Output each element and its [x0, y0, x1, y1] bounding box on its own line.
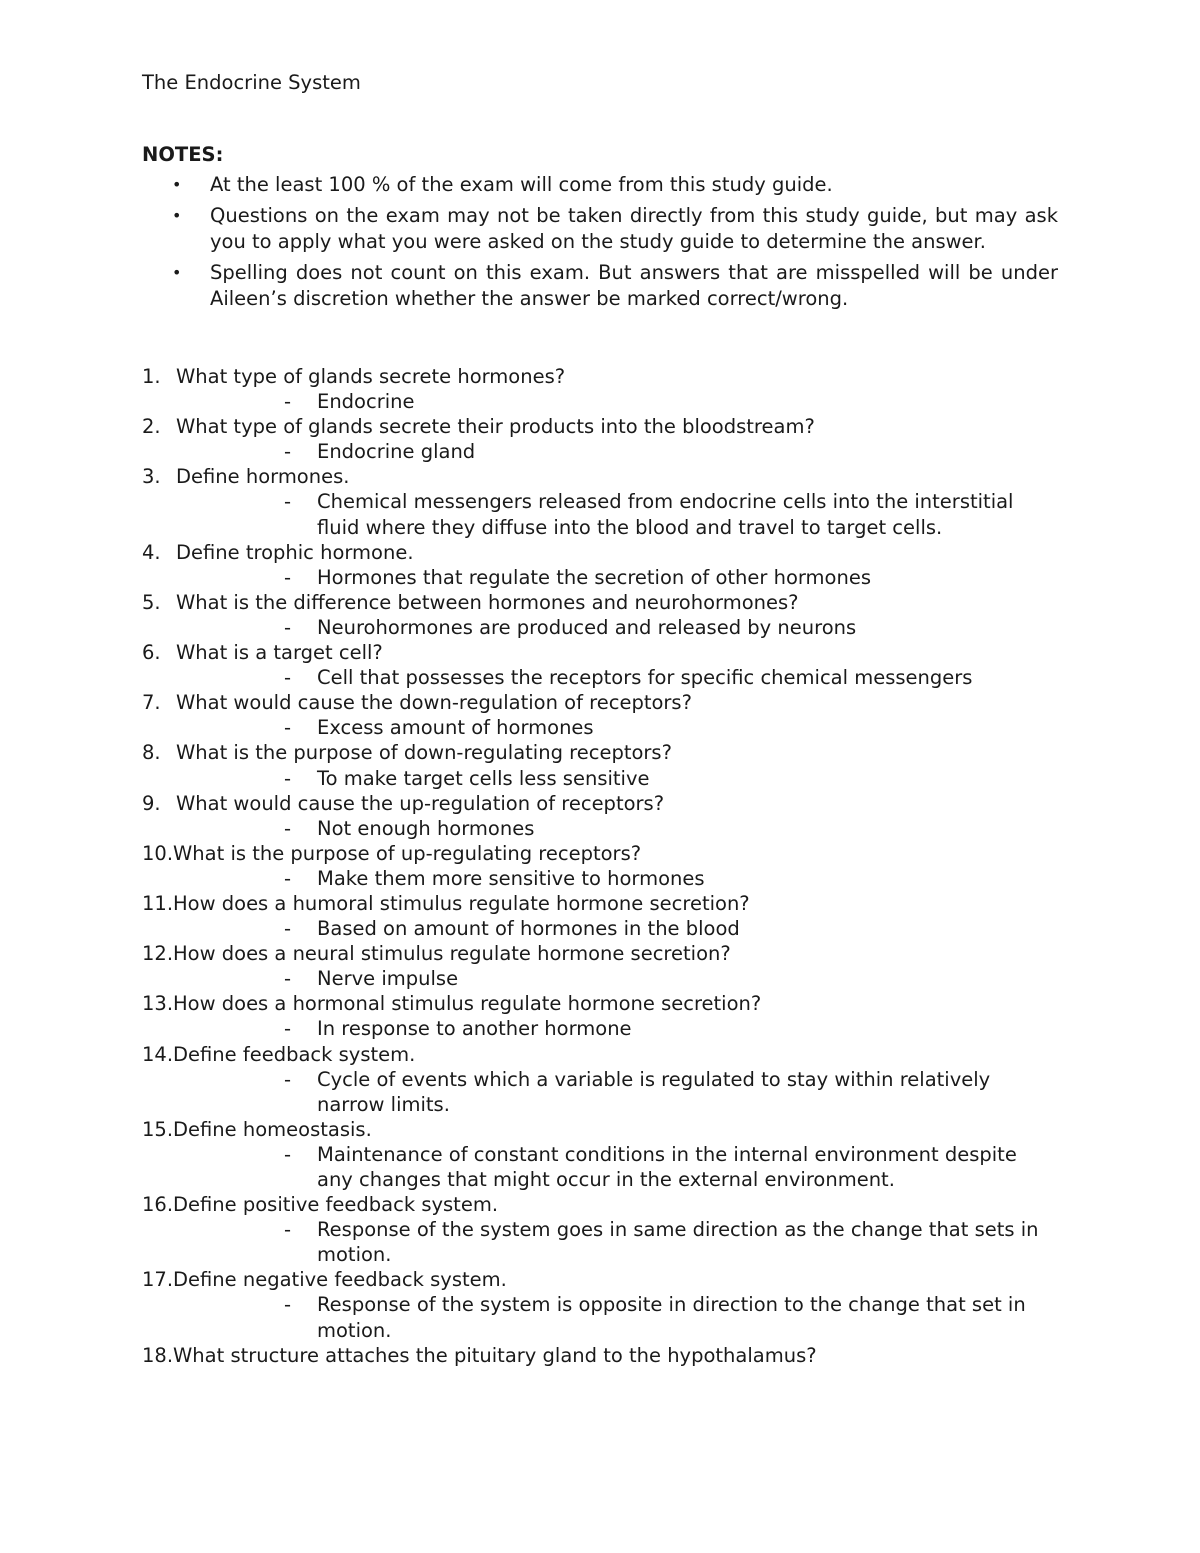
question-text: What is a target cell?	[176, 641, 383, 665]
question-text: How does a hormonal stimulus regulate hormone secretion?	[173, 992, 762, 1016]
answer-item	[142, 816, 1052, 841]
question-item	[142, 690, 1062, 715]
dash-icon: -	[284, 1067, 292, 1091]
answer-item	[142, 1142, 1052, 1192]
question-text: How does a neural stimulus regulate hormone secretion?	[173, 942, 731, 966]
question-text: What type of glands secrete hormones?	[176, 365, 566, 388]
note-item	[142, 172, 1058, 199]
bullet-icon: •	[172, 175, 182, 194]
answer-text: Based on amount of hormones in the blood	[317, 917, 740, 941]
answer-text: Response of the system is opposite in direction to the change that set in motion.	[317, 1293, 1026, 1342]
question-item	[142, 414, 1062, 439]
question-number: 12.	[142, 942, 174, 966]
answer-text: Neurohormones are produced and released by neurons	[317, 615, 857, 639]
answer-text: Endocrine gland	[317, 440, 476, 464]
answer-text: Not enough hormones	[317, 816, 535, 840]
question-text: Define homeostasis.	[173, 1117, 372, 1141]
dash-icon: -	[284, 615, 292, 639]
answer-text: Response of the system goes in same direction as the change that sets in motion.	[317, 1218, 1039, 1267]
question-text: What is the purpose of up-regulating receptors?	[173, 841, 642, 865]
question-number: 15.	[142, 1117, 174, 1141]
note-item	[142, 260, 1058, 313]
question-item	[142, 791, 1062, 816]
dash-icon: -	[284, 666, 292, 690]
answer-item	[142, 439, 1052, 464]
note-text: At the least 100 % of the exam will come from this study guide.	[210, 173, 833, 196]
answer-text: In response to another hormone	[317, 1017, 632, 1041]
dash-icon: -	[284, 390, 292, 414]
question-item	[142, 991, 1062, 1016]
question-item	[142, 590, 1062, 615]
dash-icon: -	[284, 565, 292, 589]
question-number: 16.	[142, 1193, 174, 1217]
note-item	[142, 203, 1058, 256]
answer-item	[142, 565, 1052, 590]
answer-item	[142, 916, 1052, 941]
question-number: 17.	[142, 1268, 174, 1292]
answer-item	[142, 1067, 1052, 1117]
answer-text: Cycle of events which a variable is regulated to stay within relatively narrow limits.	[317, 1067, 991, 1116]
dash-icon: -	[284, 490, 292, 514]
question-text: How does a humoral stimulus regulate hormone secretion?	[173, 891, 750, 915]
question-text: What would cause the down-regulation of receptors?	[176, 691, 692, 715]
question-number: 13.	[142, 992, 174, 1016]
question-text: Define hormones.	[176, 465, 350, 489]
dash-icon: -	[284, 866, 292, 890]
question-number: 9.	[142, 791, 161, 815]
question-number: 5.	[142, 590, 161, 614]
dash-icon: -	[284, 917, 292, 941]
answer-item	[142, 489, 1052, 539]
answer-item	[142, 715, 1052, 740]
answer-text: Cell that possesses the receptors for specific chemical messengers	[317, 666, 973, 690]
question-item	[142, 1267, 1062, 1292]
notes-heading: NOTES:	[142, 143, 224, 166]
bullet-icon: •	[172, 262, 182, 282]
bullet-icon: •	[172, 205, 182, 225]
dash-icon: -	[284, 1142, 292, 1166]
question-number: 11.	[142, 891, 174, 915]
dash-icon: -	[284, 967, 292, 991]
question-number: 2.	[142, 415, 161, 439]
question-number: 3.	[142, 465, 161, 489]
dash-icon: -	[284, 1017, 292, 1041]
answer-text: Nerve impulse	[317, 967, 459, 991]
question-item	[142, 1117, 1062, 1142]
question-number: 1.	[142, 365, 161, 388]
question-number: 14.	[142, 1042, 174, 1066]
question-number: 10.	[142, 841, 174, 865]
note-text: Questions on the exam may not be taken directly from this study guide, but may ask you to apply what you were asked on the study guide to determine the answer.	[210, 203, 1058, 253]
answer-item	[142, 665, 1052, 690]
question-number: 8.	[142, 741, 161, 765]
answer-item	[142, 1016, 1052, 1041]
answer-item	[142, 389, 1052, 414]
dash-icon: -	[284, 1293, 292, 1317]
answer-item	[142, 615, 1052, 640]
answer-item	[142, 766, 1052, 791]
question-item	[142, 1192, 1062, 1217]
question-text: Define positive feedback system.	[173, 1193, 499, 1217]
question-text: Define trophic hormone.	[176, 540, 414, 564]
answer-text: Maintenance of constant conditions in the internal environment despite any changes that might occur in the external environment.	[317, 1142, 1017, 1191]
question-item	[142, 640, 1062, 665]
question-text: What is the difference between hormones and neurohormones?	[176, 590, 799, 614]
answer-text: Make them more sensitive to hormones	[317, 866, 705, 890]
notes-list	[142, 172, 1058, 317]
question-list	[142, 364, 1062, 1368]
question-text: What is the purpose of down-regulating receptors?	[176, 741, 672, 765]
question-item	[142, 364, 1062, 389]
answer-text: To make target cells less sensitive	[317, 766, 650, 790]
question-item	[142, 941, 1062, 966]
dash-icon: -	[284, 440, 292, 464]
answer-item	[142, 966, 1052, 991]
question-number: 18.	[142, 1343, 174, 1367]
question-text: What would cause the up-regulation of receptors?	[176, 791, 665, 815]
answer-text: Hormones that regulate the secretion of other hormones	[317, 565, 871, 589]
question-item	[142, 1343, 1062, 1368]
answer-text: Chemical messengers released from endocrine cells into the interstitial fluid where they diffuse into the blood and travel to target cells.	[317, 490, 1014, 539]
dash-icon: -	[284, 816, 292, 840]
answer-item	[142, 866, 1052, 891]
question-item	[142, 841, 1062, 866]
question-item	[142, 464, 1062, 489]
dash-icon: -	[284, 1218, 292, 1242]
question-text: What structure attaches the pituitary gland to the hypothalamus?	[173, 1343, 817, 1367]
note-text: Spelling does not count on this exam. But answers that are misspelled will be under Aileen’s discretion whether the answer be marked correct/wrong.	[210, 260, 1058, 310]
question-number: 7.	[142, 691, 161, 715]
question-item	[142, 740, 1062, 765]
question-text: Define negative feedback system.	[173, 1268, 507, 1292]
answer-item	[142, 1292, 1052, 1342]
question-number: 4.	[142, 540, 161, 564]
answer-text: Excess amount of hormones	[317, 716, 594, 740]
dash-icon: -	[284, 716, 292, 740]
answer-item	[142, 1217, 1052, 1267]
question-text: Define feedback system.	[173, 1042, 416, 1066]
question-text: What type of glands secrete their products into the bloodstream?	[176, 415, 815, 439]
document-title: The Endocrine System	[142, 71, 361, 94]
question-item	[142, 1042, 1062, 1067]
dash-icon: -	[284, 766, 292, 790]
question-number: 6.	[142, 641, 161, 665]
question-item	[142, 540, 1062, 565]
answer-text: Endocrine	[317, 390, 415, 414]
question-item	[142, 891, 1062, 916]
